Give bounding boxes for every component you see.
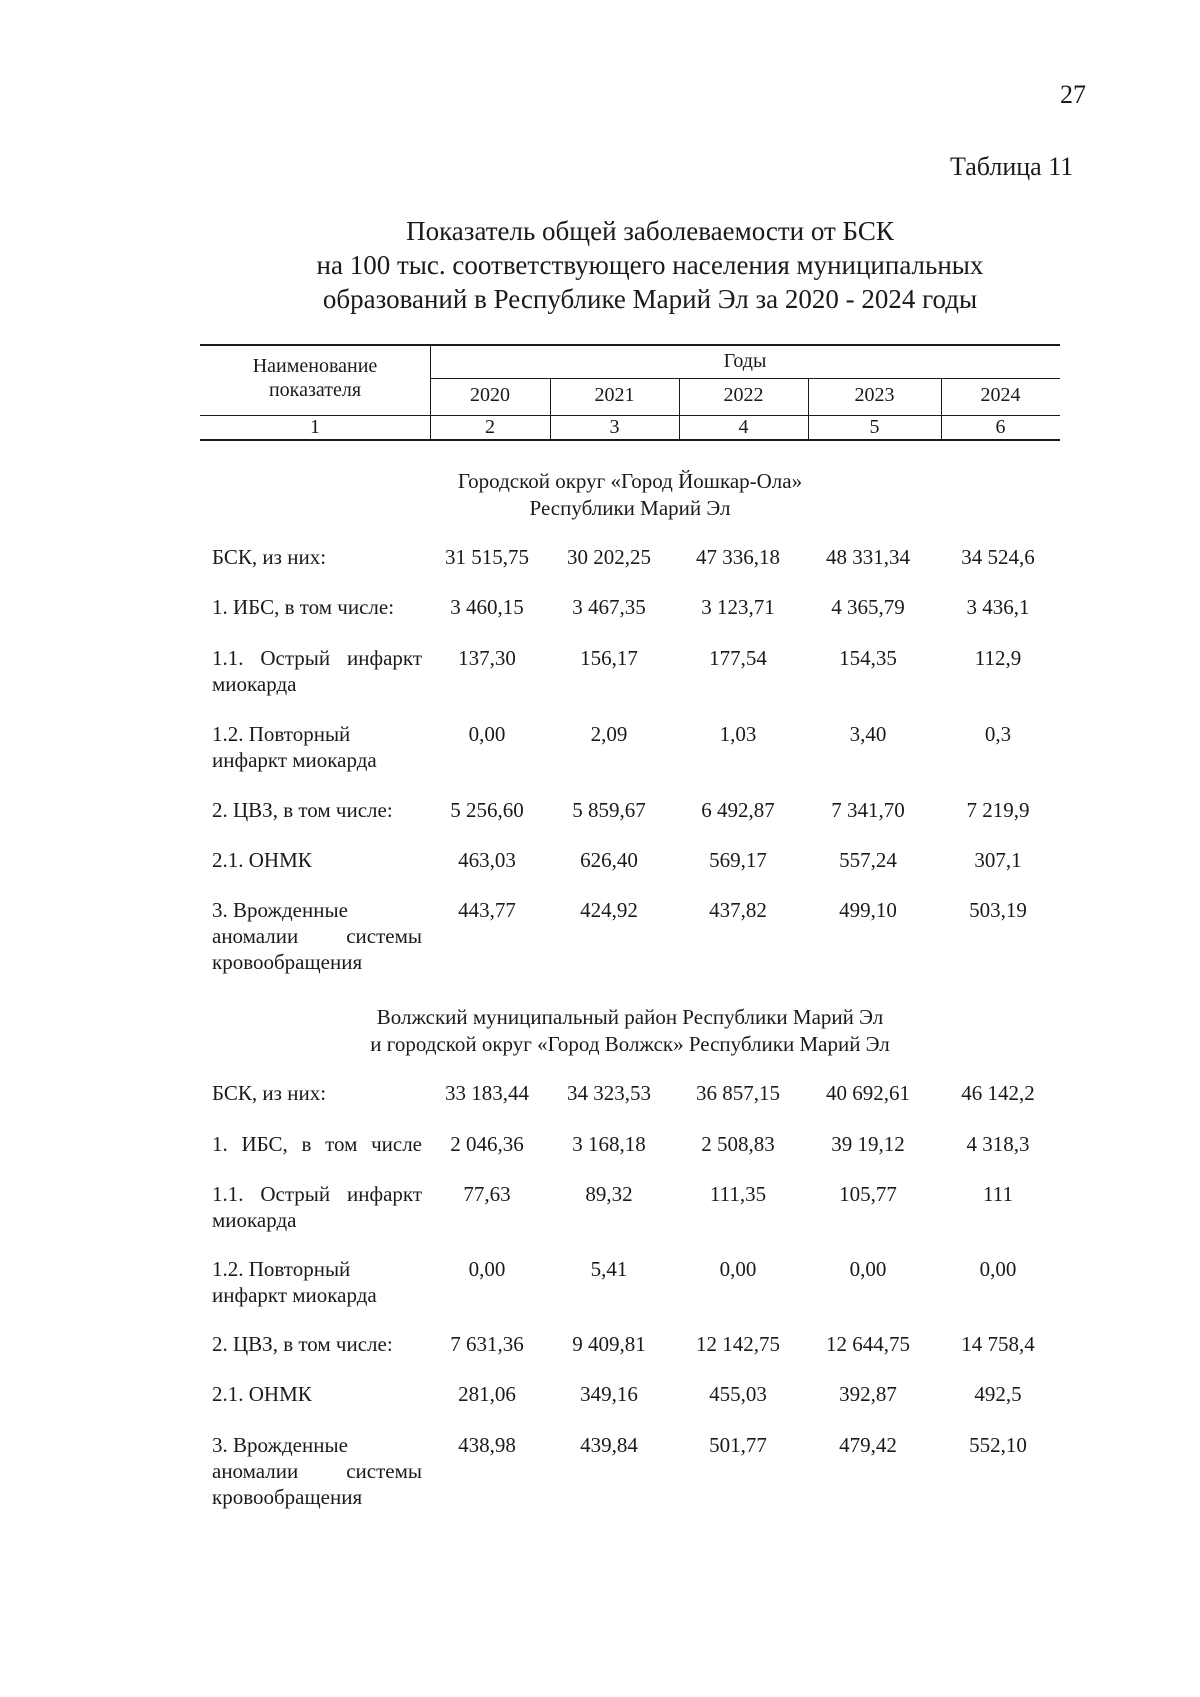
row-value: 156,17 bbox=[580, 646, 638, 670]
row-name-line: 1.1. Острый инфаркт bbox=[212, 646, 422, 670]
row-name bbox=[212, 797, 422, 823]
row-value: 2 508,83 bbox=[701, 1132, 775, 1156]
row-value: 3 460,15 bbox=[450, 595, 524, 619]
header-col-number: 4 bbox=[738, 416, 749, 438]
row-value: 4 365,79 bbox=[831, 595, 905, 619]
row-name bbox=[212, 847, 422, 873]
row-value: 46 142,2 bbox=[961, 1081, 1035, 1105]
table-header bbox=[200, 344, 1060, 440]
row-name bbox=[212, 645, 422, 697]
row-value: 439,84 bbox=[580, 1433, 638, 1457]
row-value: 557,24 bbox=[839, 848, 897, 872]
row-value: 463,03 bbox=[458, 848, 516, 872]
row-name-line: 1. ИБС, в том числе: bbox=[212, 595, 395, 619]
row-name-line: БСК, из них: bbox=[212, 545, 327, 569]
section-title-line: Городской округ «Город Йошкар-Ола» bbox=[457, 469, 803, 493]
row-value: 40 692,61 bbox=[826, 1081, 910, 1105]
row-value: 479,42 bbox=[839, 1433, 897, 1457]
row-value: 1,03 bbox=[719, 722, 757, 746]
row-value: 0,00 bbox=[849, 1257, 887, 1281]
row-value: 3 436,1 bbox=[966, 595, 1030, 619]
row-value: 137,30 bbox=[458, 646, 516, 670]
page-number: 27 bbox=[1060, 80, 1086, 109]
title-line: образований в Республике Марий Эл за 2020 - 2024 годы bbox=[322, 284, 978, 314]
row-name-line: 2.1. ОНМК bbox=[212, 1382, 312, 1406]
row-name-line: миокарда bbox=[212, 672, 297, 696]
row-value: 499,10 bbox=[839, 898, 897, 922]
row-value: 0,00 bbox=[979, 1257, 1017, 1281]
row-value: 626,40 bbox=[580, 848, 638, 872]
row-name-line: 1.1. Острый инфаркт bbox=[212, 1182, 422, 1206]
header-rule-bottom bbox=[200, 439, 1060, 441]
row-value: 0,00 bbox=[468, 1257, 506, 1281]
row-value: 111,35 bbox=[709, 1182, 767, 1206]
header-col-number: 5 bbox=[869, 416, 880, 438]
header-col-number: 1 bbox=[310, 416, 320, 438]
row-name-line: миокарда bbox=[212, 1208, 297, 1232]
header-year: 2022 bbox=[723, 384, 764, 406]
row-name-line: 2.1. ОНМК bbox=[212, 848, 312, 872]
row-name bbox=[212, 1256, 422, 1308]
section-title-line: и городской округ «Город Волжск» Республики Марий Эл bbox=[370, 1032, 890, 1056]
row-value: 3 168,18 bbox=[572, 1132, 646, 1156]
section-title-line: Волжский муниципальный район Республики Марий Эл bbox=[376, 1005, 884, 1029]
row-name-line: 1.2. Повторный bbox=[212, 1257, 351, 1281]
row-value: 5 859,67 bbox=[572, 798, 646, 822]
row-value: 31 515,75 bbox=[445, 545, 529, 569]
row-name-line: 1.2. Повторный bbox=[212, 722, 351, 746]
header-year: 2020 bbox=[470, 384, 510, 406]
row-value: 281,06 bbox=[458, 1382, 516, 1406]
row-name bbox=[212, 1381, 422, 1407]
row-name bbox=[212, 1080, 422, 1106]
row-value: 5,41 bbox=[590, 1257, 628, 1281]
row-name-line: 2. ЦВЗ, в том числе: bbox=[212, 798, 393, 822]
row-value: 7 341,70 bbox=[831, 798, 905, 822]
row-value: 112,9 bbox=[974, 646, 1022, 670]
row-value: 503,19 bbox=[969, 898, 1027, 922]
row-value: 0,00 bbox=[468, 722, 506, 746]
header-rule-years bbox=[430, 378, 1060, 379]
row-value: 34 524,6 bbox=[961, 545, 1035, 569]
row-name-line: кровообращения bbox=[212, 950, 363, 974]
table-label: Таблица 11 bbox=[950, 152, 1074, 181]
header-year: 2021 bbox=[594, 384, 635, 406]
row-name bbox=[212, 1432, 422, 1510]
row-value: 349,16 bbox=[580, 1382, 638, 1406]
row-name-line: аномалии системы bbox=[212, 1459, 422, 1483]
row-value: 89,32 bbox=[585, 1182, 633, 1206]
row-value: 3 467,35 bbox=[572, 595, 646, 619]
row-value: 34 323,53 bbox=[567, 1081, 651, 1105]
row-name-line: аномалии системы bbox=[212, 924, 422, 948]
section-title bbox=[200, 468, 1060, 522]
row-value: 0,3 bbox=[984, 722, 1012, 746]
row-value: 12 644,75 bbox=[826, 1332, 910, 1356]
row-value: 2,09 bbox=[590, 722, 628, 746]
row-value: 443,77 bbox=[458, 898, 516, 922]
row-name-line: инфаркт миокарда bbox=[212, 748, 377, 772]
row-name-line: 3. Врожденные bbox=[212, 898, 348, 922]
row-value: 111 bbox=[983, 1182, 1013, 1206]
row-name-line: 3. Врожденные bbox=[212, 1433, 348, 1457]
row-value: 0,00 bbox=[719, 1257, 757, 1281]
row-value: 2 046,36 bbox=[450, 1132, 524, 1156]
row-value: 7 219,9 bbox=[966, 798, 1030, 822]
row-value: 424,92 bbox=[580, 898, 638, 922]
row-name bbox=[212, 897, 422, 975]
header-name-line: показателя bbox=[268, 379, 362, 401]
row-value: 4 318,3 bbox=[966, 1132, 1030, 1156]
row-value: 437,82 bbox=[709, 898, 767, 922]
row-value: 438,98 bbox=[458, 1433, 516, 1457]
row-name bbox=[212, 1131, 422, 1157]
title-line: на 100 тыс. соответствующего населения муниципальных bbox=[316, 250, 984, 280]
row-value: 455,03 bbox=[709, 1382, 767, 1406]
row-value: 30 202,25 bbox=[567, 545, 651, 569]
row-name bbox=[212, 1181, 422, 1233]
row-name bbox=[212, 594, 422, 620]
header-col-number: 2 bbox=[485, 416, 495, 438]
row-value: 14 758,4 bbox=[961, 1332, 1035, 1356]
row-name bbox=[212, 1331, 422, 1357]
header-col-number: 3 bbox=[609, 416, 620, 438]
row-name-line: кровообращения bbox=[212, 1485, 363, 1509]
row-value: 39 19,12 bbox=[831, 1132, 905, 1156]
row-value: 501,77 bbox=[709, 1433, 767, 1457]
row-value: 392,87 bbox=[839, 1382, 897, 1406]
row-value: 77,63 bbox=[463, 1182, 511, 1206]
row-value: 7 631,36 bbox=[450, 1332, 524, 1356]
header-year: 2023 bbox=[854, 384, 895, 406]
section-title-line: Республики Марий Эл bbox=[529, 496, 731, 520]
row-value: 552,10 bbox=[969, 1433, 1027, 1457]
row-value: 569,17 bbox=[709, 848, 767, 872]
header-rule-top bbox=[200, 344, 1060, 346]
section-title bbox=[200, 1004, 1060, 1058]
row-value: 105,77 bbox=[839, 1182, 897, 1206]
row-value: 154,35 bbox=[839, 646, 897, 670]
row-value: 3,40 bbox=[849, 722, 887, 746]
header-name-col bbox=[200, 354, 430, 402]
row-name-line: 2. ЦВЗ, в том числе: bbox=[212, 1332, 393, 1356]
row-value: 6 492,87 bbox=[701, 798, 775, 822]
header-year: 2024 bbox=[980, 384, 1021, 406]
row-name bbox=[212, 721, 422, 773]
row-value: 177,54 bbox=[709, 646, 767, 670]
row-value: 9 409,81 bbox=[572, 1332, 646, 1356]
row-name-line: инфаркт миокарда bbox=[212, 1283, 377, 1307]
header-name-line: Наименование bbox=[252, 355, 378, 377]
row-value: 36 857,15 bbox=[696, 1081, 780, 1105]
row-name bbox=[212, 544, 422, 570]
header-years-label: Годы bbox=[723, 350, 767, 372]
row-value: 307,1 bbox=[974, 848, 1022, 872]
row-value: 33 183,44 bbox=[445, 1081, 529, 1105]
row-value: 48 331,34 bbox=[826, 545, 910, 569]
row-value: 47 336,18 bbox=[696, 545, 780, 569]
row-value: 5 256,60 bbox=[450, 798, 524, 822]
row-value: 492,5 bbox=[974, 1382, 1022, 1406]
row-name-line: БСК, из них: bbox=[212, 1081, 327, 1105]
row-value: 3 123,71 bbox=[701, 595, 775, 619]
row-value: 12 142,75 bbox=[696, 1332, 780, 1356]
table-title bbox=[200, 214, 1100, 316]
header-col-number: 6 bbox=[995, 416, 1006, 438]
row-name-line: 1. ИБС, в том числе bbox=[212, 1132, 422, 1156]
title-line: Показатель общей заболеваемости от БСК bbox=[406, 216, 894, 246]
